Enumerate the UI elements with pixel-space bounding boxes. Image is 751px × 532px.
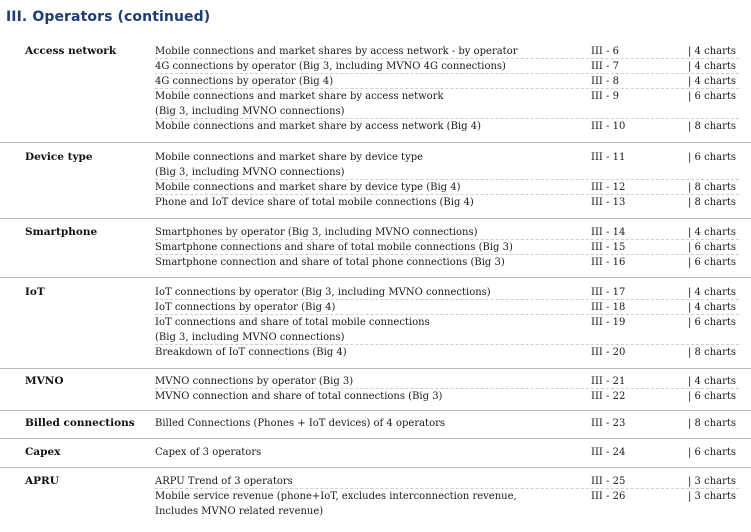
section-category: Access network xyxy=(25,45,117,57)
toc-section xyxy=(0,143,751,219)
page-reference: III - 25 xyxy=(591,476,626,487)
toc-section xyxy=(0,439,751,468)
entry-description-line: MVNO connection and share of total connections (Big 3) xyxy=(155,391,443,402)
page-reference: III - 18 xyxy=(591,302,626,313)
section-category: Capex xyxy=(25,446,61,458)
chart-count: | 8 charts xyxy=(688,182,737,193)
toc-entry[interactable] xyxy=(0,285,751,300)
section-category: APRU xyxy=(25,475,59,487)
chart-count: | 6 charts xyxy=(688,317,737,328)
page-reference: III - 8 xyxy=(591,76,619,87)
page-reference: III - 14 xyxy=(591,227,626,238)
section-category: MVNO xyxy=(25,375,64,387)
toc-entry[interactable] xyxy=(0,416,751,431)
page-reference: III - 24 xyxy=(591,447,626,458)
entry-description xyxy=(155,44,575,59)
chart-count: | 8 charts xyxy=(688,197,737,208)
chart-count: | 6 charts xyxy=(688,91,737,102)
chart-count: | 8 charts xyxy=(688,347,737,358)
entry-description xyxy=(155,285,575,300)
toc-entry[interactable] xyxy=(0,195,751,210)
toc-entry[interactable] xyxy=(0,44,751,59)
entry-description-line: Mobile service revenue (phone+IoT, excludes interconnection revenue, xyxy=(155,491,517,502)
toc-entry[interactable] xyxy=(0,489,751,519)
toc-entry[interactable] xyxy=(0,180,751,195)
toc-entry[interactable] xyxy=(0,59,751,74)
entry-description-line: Breakdown of IoT connections (Big 4) xyxy=(155,347,347,358)
entry-description-line: (Big 3, including MVNO connections) xyxy=(155,167,345,178)
entry-description xyxy=(155,74,575,89)
entry-description-line: Capex of 3 operators xyxy=(155,447,262,458)
entry-description xyxy=(155,445,575,460)
chart-count: | 3 charts xyxy=(688,476,737,487)
toc-entry[interactable] xyxy=(0,119,751,134)
toc-entry[interactable] xyxy=(0,150,751,180)
entry-description-line: Billed Connections (Phones + IoT devices) of 4 operators xyxy=(155,418,446,429)
entry-description xyxy=(155,345,575,360)
chart-count: | 4 charts xyxy=(688,46,737,57)
chart-count: | 8 charts xyxy=(688,418,737,429)
toc-section xyxy=(0,411,751,439)
entry-description xyxy=(155,374,575,389)
table-of-contents xyxy=(0,38,751,521)
toc-section xyxy=(0,38,751,143)
page-reference: III - 21 xyxy=(591,376,626,387)
entry-description-line: IoT connections by operator (Big 3, including MVNO connections) xyxy=(155,287,491,298)
chart-count: | 6 charts xyxy=(688,152,737,163)
toc-entry[interactable] xyxy=(0,74,751,89)
toc-entry[interactable] xyxy=(0,389,751,404)
page-reference: III - 11 xyxy=(591,152,626,163)
page-reference: III - 13 xyxy=(591,197,626,208)
section-category: Device type xyxy=(25,151,93,163)
page-reference: III - 12 xyxy=(591,182,626,193)
toc-entry[interactable] xyxy=(0,240,751,255)
chart-count: | 6 charts xyxy=(688,391,737,402)
entry-description-line: IoT connections by operator (Big 4) xyxy=(155,302,336,313)
chart-count: | 4 charts xyxy=(688,302,737,313)
page-reference: III - 23 xyxy=(591,418,626,429)
entry-description-line: 4G connections by operator (Big 3, including MVNO 4G connections) xyxy=(155,61,506,72)
entry-description-line: Phone and IoT device share of total mobile connections (Big 4) xyxy=(155,197,474,208)
page-reference: III - 17 xyxy=(591,287,626,298)
toc-entry[interactable] xyxy=(0,374,751,389)
chart-count: | 3 charts xyxy=(688,491,737,502)
section-category: IoT xyxy=(25,286,45,298)
entry-description-line: IoT connections and share of total mobile connections xyxy=(155,317,430,328)
entry-description-line: Mobile connections and market share by access network (Big 4) xyxy=(155,121,481,132)
toc-section xyxy=(0,278,751,369)
toc-section xyxy=(0,219,751,278)
chart-count: | 4 charts xyxy=(688,376,737,387)
entry-description xyxy=(155,255,575,270)
entry-description xyxy=(155,195,575,210)
entry-description-line: ARPU Trend of 3 operators xyxy=(155,476,293,487)
entry-description xyxy=(155,300,575,315)
page-reference: III - 19 xyxy=(591,317,626,328)
section-category: Billed connections xyxy=(25,417,135,429)
section-category: Smartphone xyxy=(25,226,98,238)
chart-count: | 6 charts xyxy=(688,257,737,268)
page-title: III. Operators (continued) xyxy=(6,9,211,25)
chart-count: | 6 charts xyxy=(688,242,737,253)
page-reference: III - 26 xyxy=(591,491,626,502)
chart-count: | 4 charts xyxy=(688,227,737,238)
page-reference: III - 20 xyxy=(591,347,626,358)
chart-count: | 4 charts xyxy=(688,76,737,87)
entry-description-line: Smartphone connections and share of total mobile connections (Big 3) xyxy=(155,242,513,253)
page-reference: III - 6 xyxy=(591,46,619,57)
entry-description xyxy=(155,389,575,404)
entry-description xyxy=(155,416,575,431)
entry-description xyxy=(155,474,575,489)
entry-description-line: (Big 3, including MVNO connections) xyxy=(155,332,345,343)
page-reference: III - 15 xyxy=(591,242,626,253)
entry-description-line: Smartphone connection and share of total phone connections (Big 3) xyxy=(155,257,505,268)
entry-description xyxy=(155,150,575,180)
entry-description xyxy=(155,59,575,74)
toc-section xyxy=(0,369,751,411)
entry-description-line: 4G connections by operator (Big 4) xyxy=(155,76,334,87)
entry-description-line: Mobile connections and market share by access network xyxy=(155,91,444,102)
chart-count: | 6 charts xyxy=(688,447,737,458)
entry-description xyxy=(155,315,575,345)
toc-section xyxy=(0,468,751,521)
entry-description-line: Mobile connections and market share by device type xyxy=(155,152,424,163)
entry-description xyxy=(155,89,575,119)
toc-entry[interactable] xyxy=(0,345,751,360)
entry-description-line: MVNO connections by operator (Big 3) xyxy=(155,376,354,387)
toc-entry[interactable] xyxy=(0,445,751,460)
entry-description-line: (Big 3, including MVNO connections) xyxy=(155,106,345,117)
entry-description xyxy=(155,225,575,240)
page-reference: III - 9 xyxy=(591,91,619,102)
toc-entry[interactable] xyxy=(0,225,751,240)
toc-entry[interactable] xyxy=(0,89,751,119)
toc-entry[interactable] xyxy=(0,300,751,315)
entry-description xyxy=(155,489,575,519)
page-reference: III - 10 xyxy=(591,121,626,132)
toc-entry[interactable] xyxy=(0,255,751,270)
page-reference: III - 22 xyxy=(591,391,626,402)
page-reference: III - 7 xyxy=(591,61,619,72)
entry-description xyxy=(155,180,575,195)
page-reference: III - 16 xyxy=(591,257,626,268)
toc-entry[interactable] xyxy=(0,315,751,345)
chart-count: | 4 charts xyxy=(688,287,737,298)
entry-description-line: Mobile connections and market shares by access network - by operator xyxy=(155,46,518,57)
entry-description-line: Mobile connections and market share by device type (Big 4) xyxy=(155,182,461,193)
entry-description xyxy=(155,119,575,134)
toc-entry[interactable] xyxy=(0,474,751,489)
entry-description-line: Includes MVNO related revenue) xyxy=(155,506,324,517)
chart-count: | 8 charts xyxy=(688,121,737,132)
entry-description xyxy=(155,240,575,255)
chart-count: | 4 charts xyxy=(688,61,737,72)
entry-description-line: Smartphones by operator (Big 3, including MVNO connections) xyxy=(155,227,478,238)
